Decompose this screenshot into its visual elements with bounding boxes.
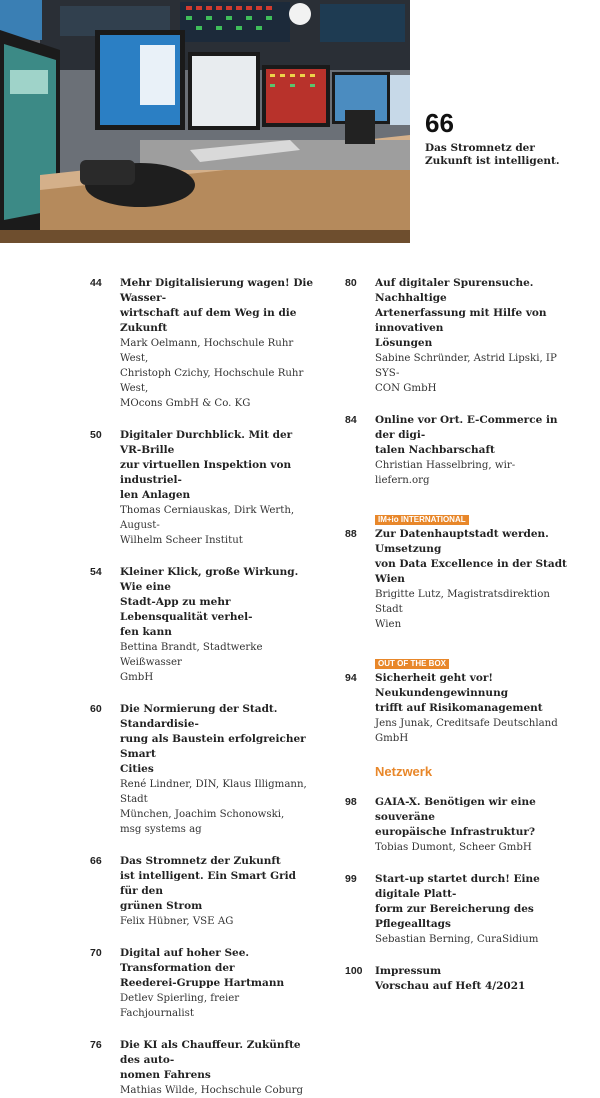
toc-title: Mehr Digitalisierung wagen! Die Wasser- wirtschaft auf dem Weg in die Zukunft [120,277,314,334]
toc-author: Sebastian Berning, CuraSidium [375,934,539,945]
toc-entry[interactable] [90,565,315,685]
toc-title: Die Normierung der Stadt. Standardisie- rung als Baustein erfolgreicher Smart Cities [120,703,306,775]
toc-title: Digitaler Durchblick. Mit der VR-Brille zur virtuellen Inspektion von industriel- len Anlagen [120,429,293,501]
toc-author: Felix Hübner, VSE AG [120,916,234,927]
feature-text: Das Stromnetz der Zukunft ist intelligent. [425,142,560,167]
toc-title: Kleiner Klick, große Wirkung. Wie eine Stadt-App zu mehr Lebensqualität verhel- fen kann [120,566,299,638]
toc-author: Christian Hasselbring, wir-liefern.org [375,460,516,486]
toc-page-number: 44 [90,277,102,289]
toc-page-number: 80 [345,277,357,289]
toc-author: Thomas Cerniauskas, Dirk Werth, August- Wilhelm Scheer Institut [120,505,295,546]
toc-author: Mark Oelmann, Hochschule Ruhr West, Christoph Czichy, Hochschule Ruhr West, MOcons GmbH & Co. KG [120,338,304,409]
toc-title: Online vor Ort. E-Commerce in der digi- talen Nachbarschaft [375,414,558,456]
toc-author: Tobias Dumont, Scheer GmbH [375,842,532,853]
toc-entry[interactable] [345,872,567,947]
toc-author: Bettina Brandt, Stadtwerke Weißwasser GmbH [120,642,263,683]
toc-page-number: 66 [90,855,102,867]
toc-entry[interactable] [90,276,315,411]
toc-author: Sabine Schründer, Astrid Lipski, IP SYS- CON GmbH [375,353,557,394]
toc-author: Jens Junak, Creditsafe Deutschland GmbH [375,718,558,744]
toc-page-number: 60 [90,703,102,715]
toc-page-number: 84 [345,414,357,426]
toc-title: Sicherheit geht vor! Neukundengewinnung trifft auf Risikomanagement [375,672,543,714]
toc-author: Mathias Wilde, Hochschule Coburg [120,1085,304,1096]
toc-title: Impressum Vorschau auf Heft 4/2021 [375,965,526,992]
toc-entry[interactable] [345,527,567,632]
control-room-illustration [0,0,410,243]
toc-entry[interactable] [90,854,315,929]
toc-entry[interactable] [345,671,567,746]
control-room-photo [0,0,410,243]
toc-entry[interactable] [90,702,315,837]
toc-entry[interactable] [345,964,567,994]
toc-page-number: 76 [90,1039,102,1051]
toc-title: Auf digitaler Spurensuche. Nachhaltige Artenerfassung mit Hilfe von innovativen Lösungen [375,277,547,349]
feature-teaser [425,110,585,168]
toc-right-column [345,276,567,994]
toc-page-number: 94 [345,672,357,684]
toc-page-number: 88 [345,528,357,540]
toc-page-number: 50 [90,429,102,441]
toc-page-number: 100 [345,965,363,977]
toc-title: GAIA-X. Benötigen wir eine souveräne europäische Infrastruktur? [375,796,536,838]
toc-author: Detlev Spierling, freier Fachjournalist [120,993,240,1019]
toc-page-number: 54 [90,566,102,578]
toc-author: René Lindner, DIN, Klaus Illigmann, Stadt München, Joachim Schonowski, msg systems ag [120,779,307,835]
toc-title: Das Stromnetz der Zukunft ist intelligent. Ein Smart Grid für den grünen Strom [120,855,296,912]
feature-page-number: 66 [425,108,454,138]
toc-left-column [90,276,315,1098]
toc-title: Digital auf hoher See. Transformation der Reederei-Gruppe Hartmann [120,947,285,989]
toc-entry[interactable] [90,428,315,548]
toc-title: Die KI als Chauffeur. Zukünfte des auto- nomen Fahrens [120,1039,301,1081]
toc-author: Brigitte Lutz, Magistratsdirektion Stadt Wien [375,589,550,630]
toc-entry[interactable] [90,1038,315,1098]
toc-title: Start-up startet durch! Eine digitale Platt- form zur Bereicherung des Pflegealltags [375,873,540,930]
toc-page-number: 98 [345,796,357,808]
toc-entry[interactable] [345,413,567,488]
section-badge: OUT OF THE BOX [375,659,449,669]
toc-page-number: 99 [345,873,357,885]
section-heading-netzwerk: Netzwerk [375,764,433,779]
toc-page-number: 70 [90,947,102,959]
toc-entry[interactable] [345,276,567,396]
toc-title: Zur Datenhauptstadt werden. Umsetzung von Data Excellence in der Stadt Wien [375,528,567,585]
section-badge: IM+io INTERNATIONAL [375,515,469,525]
toc-entry[interactable] [90,946,315,1021]
toc-entry[interactable] [345,795,567,855]
